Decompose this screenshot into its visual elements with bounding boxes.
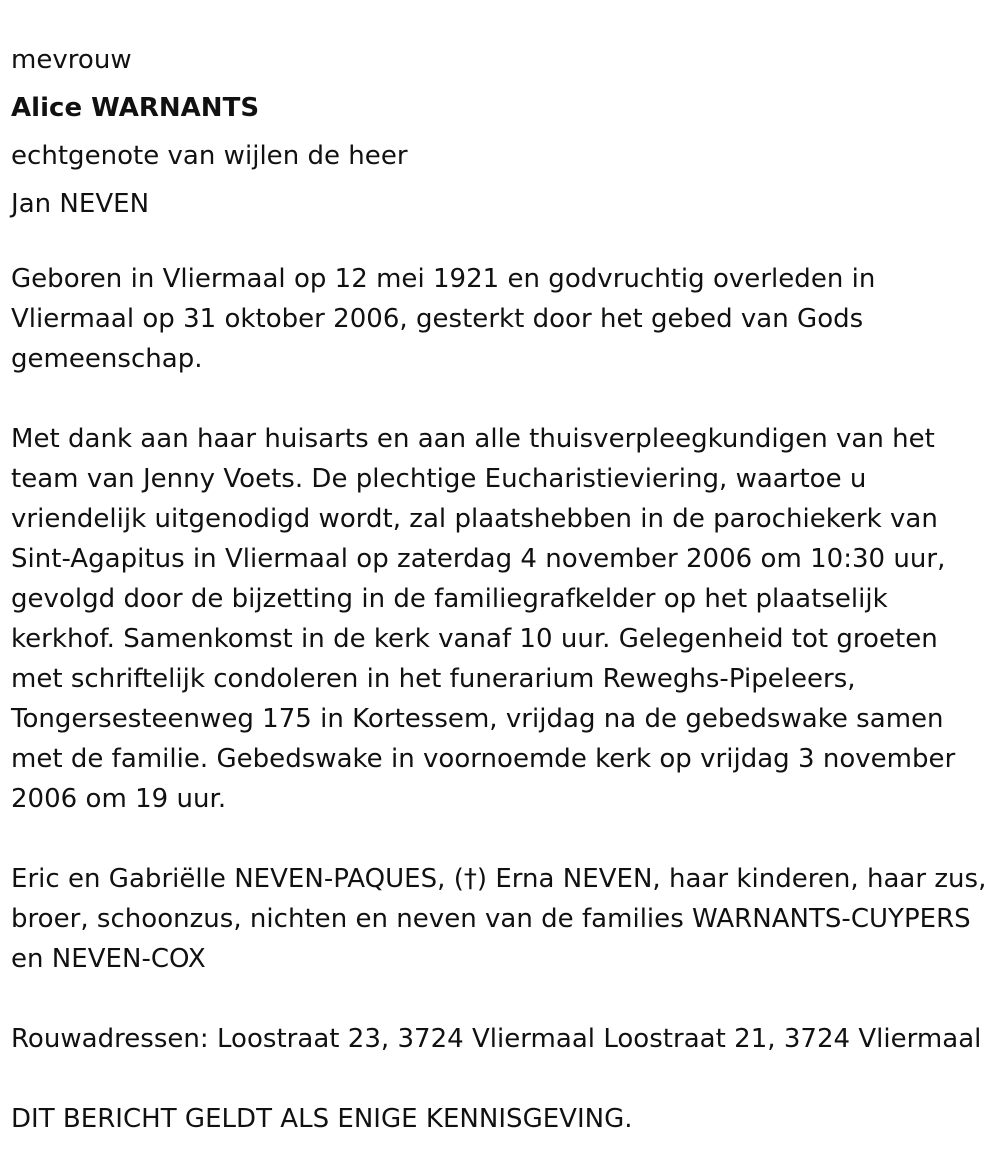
birth-death-paragraph: Geboren in Vliermaal op 12 mei 1921 en godvruchtig overleden in Vliermaal op 31 oktober 2006, gesterkt door het gebed van Gods gemeenschap. [11, 264, 876, 374]
spacer [11, 379, 1000, 419]
spacer [11, 979, 1000, 1019]
notice-paragraph: DIT BERICHT GELDT ALS ENIGE KENNISGEVING. [11, 1104, 633, 1134]
spacer [11, 228, 1000, 259]
spacer [11, 819, 1000, 859]
spacer [11, 1059, 1000, 1099]
addresses-paragraph: Rouwadressen: Loostraat 23, 3724 Vliermaal Loostraat 21, 3724 Vliermaal [11, 1024, 982, 1054]
ceremony-paragraph: Met dank aan haar huisarts en aan alle thuisverpleegkundigen van het team van Jenny Voets. De plechtige Eucharistieviering, waartoe u vriendelijk uitgenodigd wordt, zal plaatshebben in de parochiekerk van Sint-Agapitus in Vliermaal op zaterdag 4 november 2006 om 10:30 uur, gevolgd door de bijzetting in de familiegrafkelder op het plaatselijk kerkhof. Samenkomst in de kerk vanaf 10 uur. Gelegenheid tot groeten met schriftelijk condoleren in het funerarium Reweghs-Pipeleers, Tongersesteenweg 175 in Kortessem, vrijdag na de gebedswake samen met de familie. Gebedswake in voornoemde kerk op vrijdag 3 november 2006 om 19 uur. [11, 424, 956, 814]
relation-text: echtgenote van wijlen de heer [11, 141, 408, 171]
salutation: mevrouw [11, 45, 132, 75]
deceased-name: Alice WARNANTS [11, 93, 260, 123]
family-paragraph: Eric en Gabriëlle NEVEN-PAQUES, (†) Erna NEVEN, haar kinderen, haar zus, broer, schoonzus, nichten en neven van de families WARNANTS-CUYPERS en NEVEN-COX [11, 864, 987, 974]
spouse-name: Jan NEVEN [11, 189, 150, 219]
